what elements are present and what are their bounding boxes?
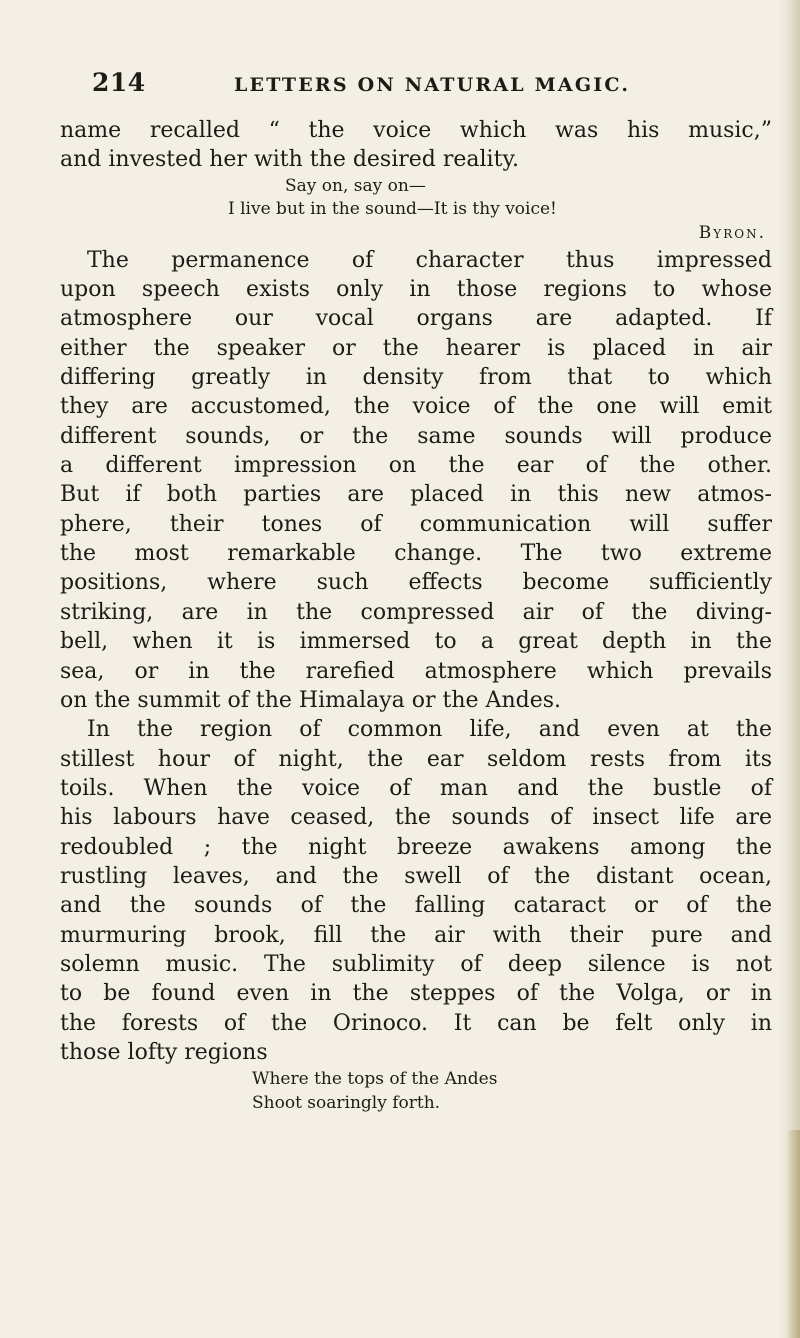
text-line: atmosphere our vocal organs are adapted. If xyxy=(60,306,772,332)
text-line: redoubled ; the night breeze awakens among the xyxy=(60,834,772,860)
page-header xyxy=(92,68,652,108)
body-text xyxy=(60,116,772,1115)
verse-line: Shoot soaringly forth. xyxy=(252,1093,441,1114)
text-line: solemn music. The sublimity of deep silence is not xyxy=(60,951,772,977)
verse-line: Where the tops of the Andes xyxy=(252,1069,498,1090)
text-line: But if both parties are placed in this new atmos- xyxy=(60,482,772,508)
quote-attribution: Byron. xyxy=(698,222,766,243)
text-line: and invested her with the desired reality. xyxy=(60,147,519,173)
page-number: 214 xyxy=(92,68,146,97)
text-line: toils. When the voice of man and the bustle of xyxy=(60,775,772,801)
text-line: different sounds, or the same sounds will produce xyxy=(60,423,772,449)
running-head: LETTERS ON NATURAL MAGIC. xyxy=(234,74,631,96)
text-line: to be found even in the steppes of the Volga, or in xyxy=(60,981,772,1007)
text-line: upon speech exists only in those regions to whose xyxy=(60,277,772,303)
text-line: on the summit of the Himalaya or the Andes. xyxy=(60,687,561,713)
text-line: positions, where such effects become sufficiently xyxy=(60,570,772,596)
text-line: striking, are in the compressed air of the diving- xyxy=(60,599,772,625)
text-line: the forests of the Orinoco. It can be felt only in xyxy=(60,1010,772,1036)
verse-line: Say on, say on— xyxy=(285,175,426,196)
text-line: his labours have ceased, the sounds of insect life are xyxy=(60,805,772,831)
text-line: sea, or in the rarefied atmosphere which prevails xyxy=(60,658,772,684)
text-line: murmuring brook, fill the air with their pure and xyxy=(60,922,772,948)
text-line: those lofty regions xyxy=(60,1039,268,1065)
verse-line: I live but in the sound—It is thy voice! xyxy=(228,198,557,219)
text-line: a different impression on the ear of the other. xyxy=(60,453,772,479)
text-line: phere, their tones of communication will suffer xyxy=(60,511,772,537)
text-line: In the region of common life, and even at the xyxy=(87,717,772,743)
text-line: either the speaker or the hearer is placed in air xyxy=(60,335,772,361)
text-line: they are accustomed, the voice of the one will emit xyxy=(60,394,772,420)
text-line: the most remarkable change. The two extreme xyxy=(60,541,772,567)
text-line: rustling leaves, and the swell of the distant ocean, xyxy=(60,863,772,889)
page-edge-strip xyxy=(788,1130,800,1338)
text-line: name recalled “ the voice which was his music,” xyxy=(60,118,772,143)
text-line: stillest hour of night, the ear seldom rests from its xyxy=(60,746,772,772)
text-line: and the sounds of the falling cataract or of the xyxy=(60,893,772,919)
text-line: differing greatly in density from that to which xyxy=(60,365,772,391)
text-line: The permanence of character thus impressed xyxy=(87,247,772,273)
text-line: bell, when it is immersed to a great depth in the xyxy=(60,629,772,655)
